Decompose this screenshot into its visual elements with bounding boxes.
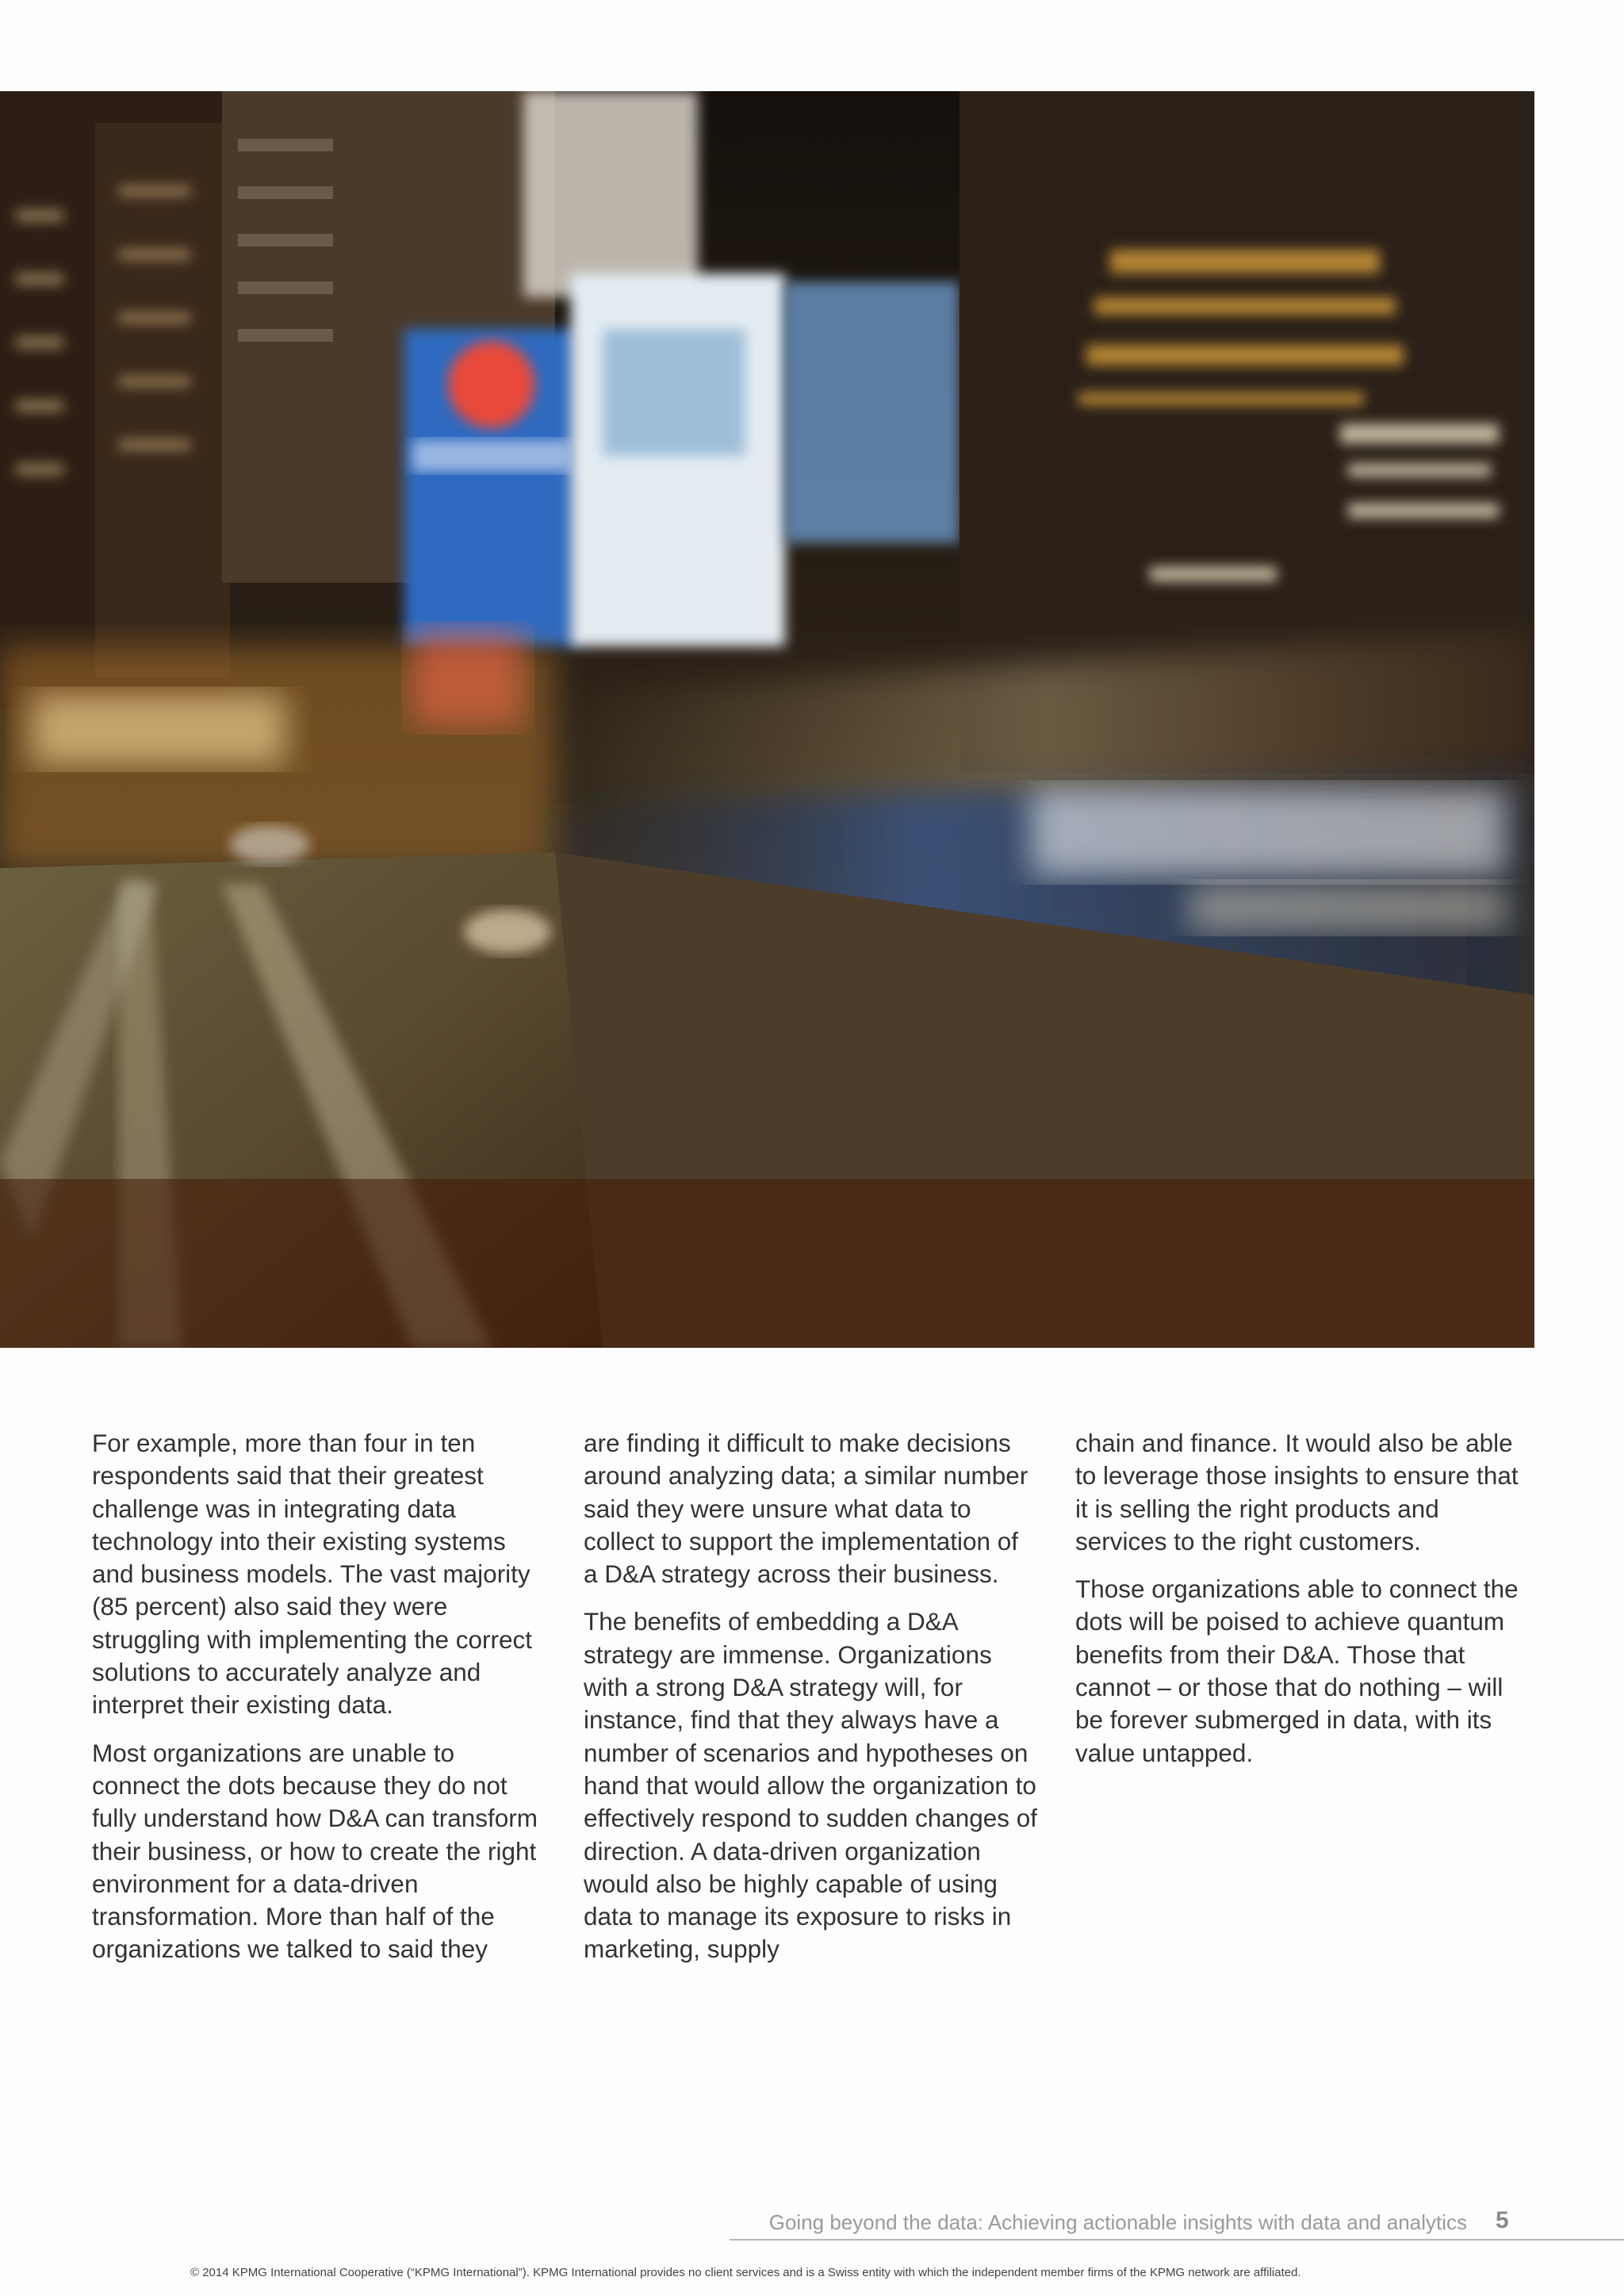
- hero-photo-illustration: [0, 91, 1534, 1348]
- paragraph: chain and finance. It would also be able to leverage those insights to ensure that it is selling the right products and services to the right customers.: [1075, 1429, 1519, 1556]
- paragraph: For example, more than four in ten respondents said that their greatest challenge was in integrating data technology into their existing systems and business models. The vast majority (85 percent) also said they were struggling with implementing the correct solutions to accurately analyze and interpret their existing data.: [92, 1429, 533, 1720]
- text-column-2: [584, 1427, 1039, 1981]
- paragraph: Those organizations able to connect the dots will be poised to achieve quantum benefits from their D&A. Those that cannot – or those that do nothing – will be forever submerged in data, with its value untapped.: [1075, 1575, 1519, 1767]
- running-title: Going beyond the data: Achieving actionable insights with data and analytics: [768, 2210, 1467, 2234]
- text-column-3: [1075, 1427, 1530, 1785]
- page-number: 5: [1496, 2207, 1509, 2233]
- footer-divider: [730, 2239, 1624, 2241]
- paragraph: The benefits of embedding a D&A strategy are immense. Organizations with a strong D&A strategy will, for instance, find that they always have a number of scenarios and hypotheses on hand that would allow the organization to effectively respond to sudden changes of direction. A data-driven organization would also be highly capable of using data to manage its exposure to risks in marketing, supply: [584, 1607, 1038, 1964]
- hero-image: [0, 91, 1534, 1348]
- copyright-notice: © 2014 KPMG International Cooperative (“KPMG International”). KPMG International provides no client services and is a Swiss entity with which the independent member firms of the KPMG network are affiliated.: [190, 2266, 1301, 2279]
- hero-overlay-band: [0, 1179, 1534, 1348]
- paragraph: Most organizations are unable to connect the dots because they do not fully understand how D&A can transform their business, or how to create the right environment for a data-driven transformation. More than half of the organizations we talked to said they: [92, 1738, 538, 1964]
- text-column-1: [92, 1427, 547, 1981]
- paragraph: are finding it difficult to make decisions around analyzing data; a similar number said they were unsure what data to collect to support the implementation of a D&A strategy across their business.: [584, 1429, 1028, 1589]
